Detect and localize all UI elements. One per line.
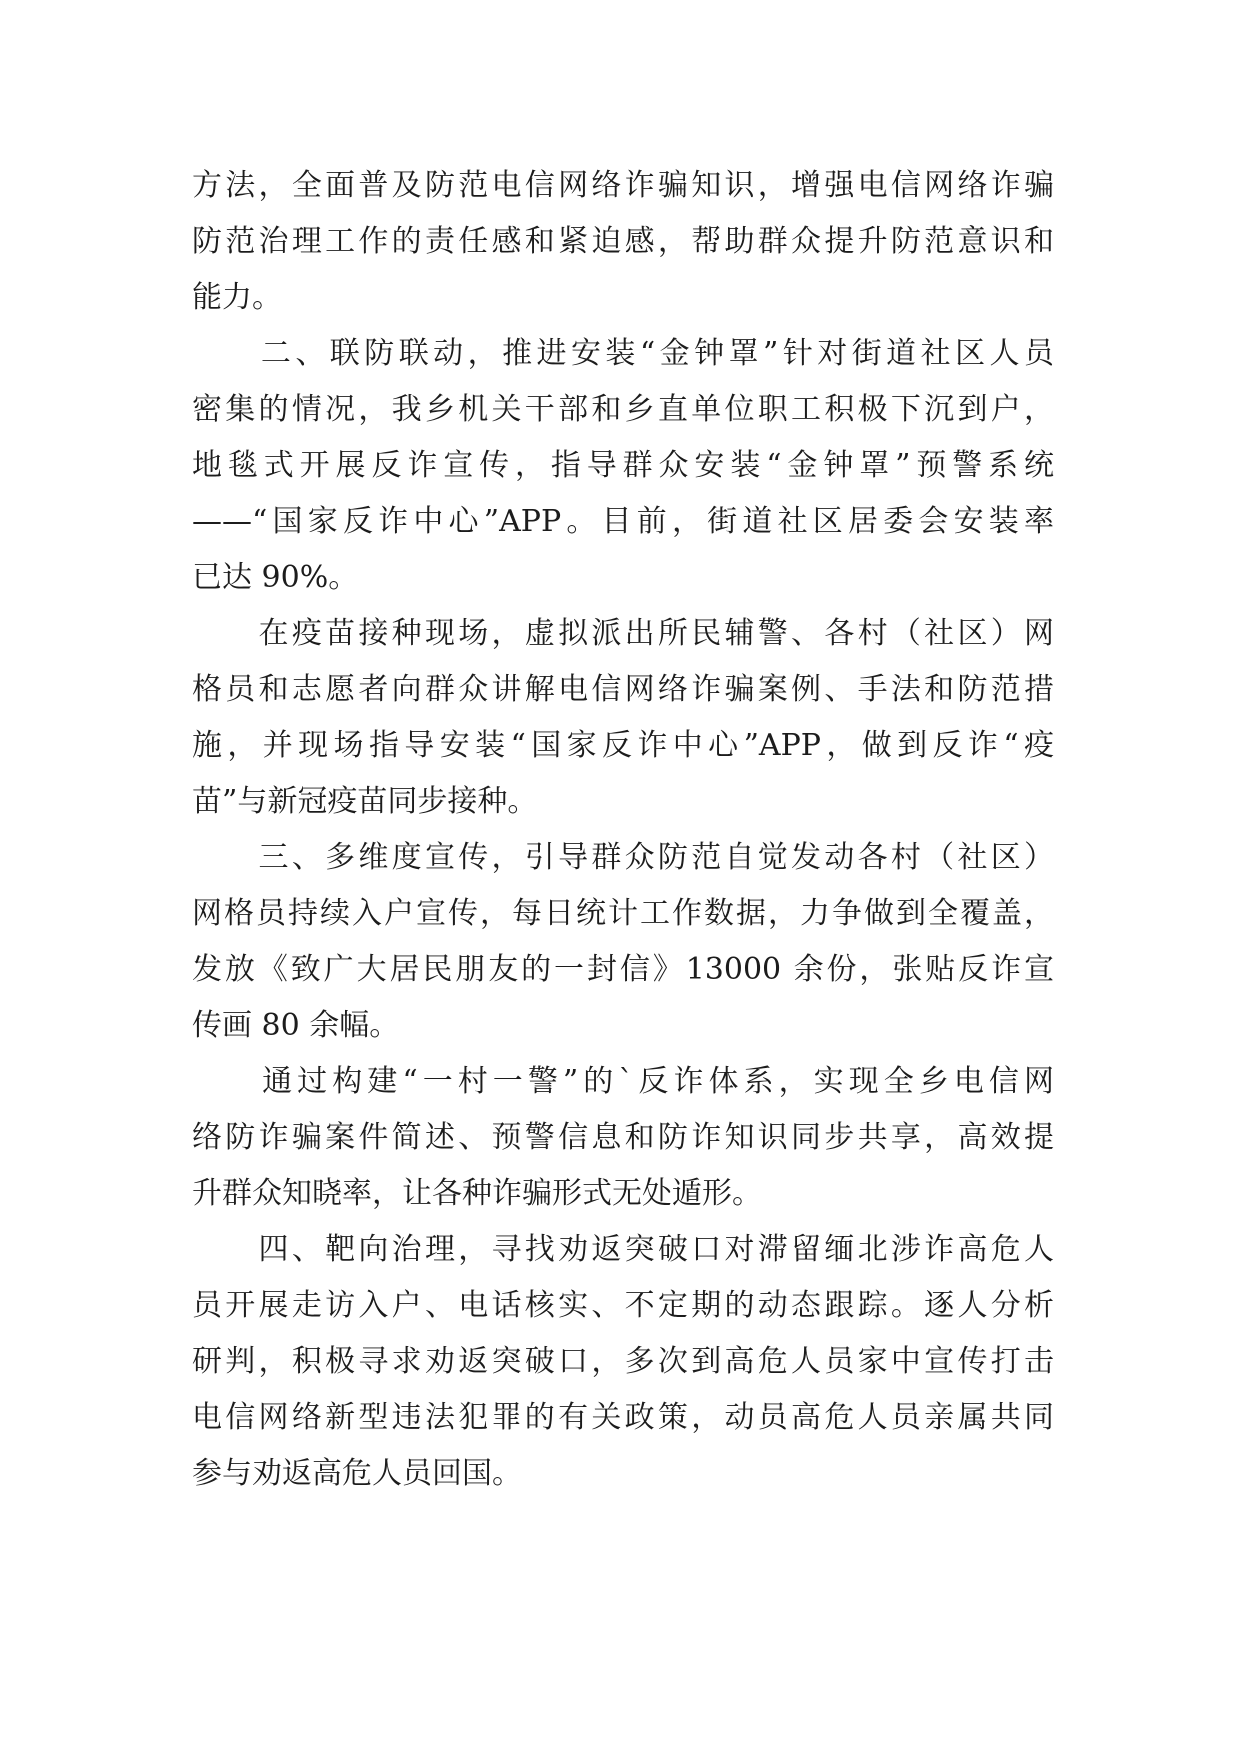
text-line: 三、多维度宣传，引导群众防范自觉发动各村（社区） xyxy=(192,840,1054,875)
text-line: 升群众知晓率，让各种诈骗形式无处遁形。 xyxy=(192,1176,762,1211)
text-line: 地毯式开展反诈宣传，指导群众安装“金钟罩”预警系统 xyxy=(192,448,1054,483)
document-body xyxy=(192,158,1054,1502)
paragraph xyxy=(192,830,1054,1054)
text-line: 密集的情况，我乡机关干部和乡直单位职工积极下沉到户， xyxy=(192,392,1054,427)
text-line: 在疫苗接种现场，虚拟派出所民辅警、各村（社区）网 xyxy=(192,616,1054,651)
text-line: 四、靶向治理，寻找劝返突破口对滞留缅北涉诈高危人 xyxy=(192,1232,1054,1267)
text-line: 方法，全面普及防范电信网络诈骗知识，增强电信网络诈骗 xyxy=(192,168,1054,203)
paragraph xyxy=(192,326,1054,606)
text-line: 发放《致广大居民朋友的一封信》13000 余份，张贴反诈宣 xyxy=(192,952,1054,987)
text-line: 参与劝返高危人员回国。 xyxy=(192,1456,522,1491)
paragraph xyxy=(192,1222,1054,1502)
text-line: 已达 90%。 xyxy=(192,560,359,595)
text-line: 格员和志愿者向群众讲解电信网络诈骗案例、手法和防范措 xyxy=(192,672,1054,707)
text-line: 能力。 xyxy=(192,280,282,315)
text-line: 网格员持续入户宣传，每日统计工作数据，力争做到全覆盖， xyxy=(192,896,1054,931)
text-line: 络防诈骗案件简述、预警信息和防诈知识同步共享，高效提 xyxy=(192,1120,1054,1155)
text-line: 研判，积极寻求劝返突破口，多次到高危人员家中宣传打击 xyxy=(192,1344,1054,1379)
text-line: 通过构建“一村一警”的`反诈体系，实现全乡电信网 xyxy=(192,1064,1054,1099)
text-line: 员开展走访入户、电话核实、不定期的动态跟踪。逐人分析 xyxy=(192,1288,1054,1323)
paragraph xyxy=(192,1054,1054,1222)
paragraph xyxy=(192,606,1054,830)
paragraph xyxy=(192,158,1054,326)
text-line: 苗”与新冠疫苗同步接种。 xyxy=(192,784,538,819)
text-line: 二、联防联动，推进安装“金钟罩”针对街道社区人员 xyxy=(192,336,1054,371)
text-line: 施，并现场指导安装“国家反诈中心”APP，做到反诈“疫 xyxy=(192,728,1054,763)
text-line: 防范治理工作的责任感和紧迫感，帮助群众提升防范意识和 xyxy=(192,224,1054,259)
text-line: 传画 80 余幅。 xyxy=(192,1008,400,1043)
text-line: ——“国家反诈中心”APP。目前，街道社区居委会安装率 xyxy=(192,504,1054,539)
text-line: 电信网络新型违法犯罪的有关政策，动员高危人员亲属共同 xyxy=(192,1400,1054,1435)
